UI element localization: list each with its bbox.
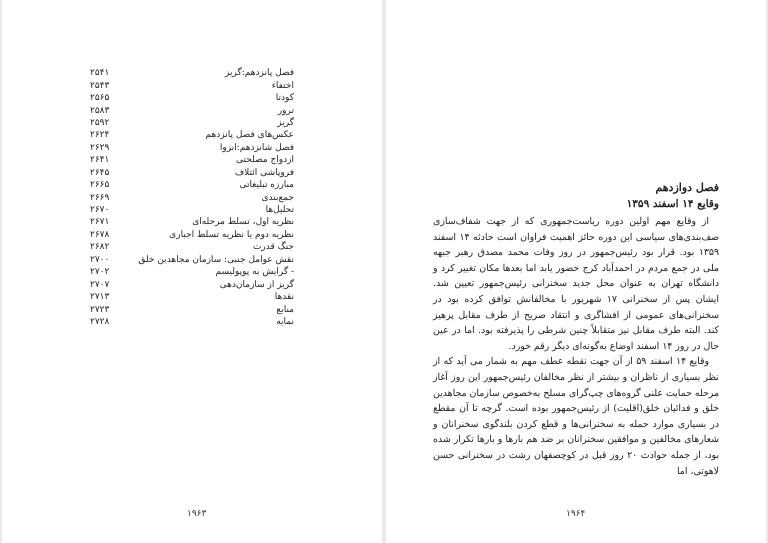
toc-entry-title: کودتا <box>275 93 294 104</box>
chapter-heading: فصل دوازدهم <box>655 181 719 194</box>
toc-entry-page: ۲۶۸۲ <box>90 242 110 253</box>
toc-entry-title: جنگ قدرت <box>252 242 294 253</box>
toc-entry-title: مبارزه تبلیغاتی <box>239 180 294 191</box>
toc-entry-page: ۲۶۲۹ <box>90 142 110 153</box>
toc-entry <box>90 191 294 203</box>
toc-entry-title: تحلیل‌ها <box>265 205 294 216</box>
toc-entry <box>90 79 294 91</box>
toc-entry <box>90 179 294 191</box>
toc-entry-page: ۲۵۸۳ <box>90 105 110 116</box>
toc-entry-title: فصل پانزدهم:گریز <box>225 68 294 79</box>
toc-entry <box>90 303 294 315</box>
chapter-content <box>433 180 719 479</box>
toc-entry-page: ۲۷۲۳ <box>90 304 110 315</box>
toc-entry <box>90 67 294 79</box>
toc-entry-title: فصل شانزدهم:انزوا <box>219 142 294 153</box>
toc-entry-page: ۲۶۷۰ <box>90 205 110 216</box>
toc-entry-page: ۲۵۴۱ <box>90 68 110 79</box>
toc-entry-title: نظریه اول، تسلط مرحله‌ای <box>192 217 294 228</box>
toc-entry <box>90 92 294 104</box>
toc-entry-page: ۲۷۰۷ <box>90 279 110 290</box>
toc-entry-page: ۲۶۶۹ <box>90 192 110 203</box>
toc-entry <box>90 316 294 328</box>
toc-entry <box>90 167 294 179</box>
toc-entry <box>90 142 294 154</box>
toc-entry <box>90 129 294 141</box>
toc-entry-title: جمع‌بندی <box>261 192 294 203</box>
paragraph: از وقایع مهم اولین دوره ریاست‌جمهوری که از جهت شفاف‌سازی صف‌بندی‌های سیاسی این دوره حائز اهمیت فراوان است حادثه ۱۴ اسفند ۱۳۵۹ بود. قرار بود رئیس‌جمهور در روز وفات محمد مصدق رهبر جبهه ملی در جمع مردم در احمدآباد کرج حضور یابد اما بعدها مکان تغییر کرد و دانشگاه تهران به عنوان محل جدید سخنرانی رئیس‌جمهور تعیین شد. ایشان پس از سخنرانی ۱۷ شهریور با مخالفانش توافق کرده بود در سخنرانی‌های عمومی از افشاگری و انتقاد صریح از طرف مقابل پرهیز کند. البته طرف مقابل نیز متقابلاً چنین شرطی را پذیرفته بود. اما در عین حال در روز ۱۴ اسفند اوضاع به‌گونه‌ای دیگر رقم خورد. <box>433 216 719 352</box>
toc-entry-title: - گرایش به پوپولیسم <box>215 267 294 278</box>
toc-entry-page: ۲۶۴۵ <box>90 167 110 178</box>
right-page <box>386 0 766 543</box>
toc-entry-title: فروپاشی ائتلاف <box>234 167 294 178</box>
toc-entry-page: ۲۶۷۸ <box>90 229 110 240</box>
toc-entry <box>90 241 294 253</box>
paragraph: وقایع ۱۴ اسفند ۵۹ از آن جهت نقطه عطف مهم به شمار می آید که از نظر بسیاری از ناظران و بیشتر از نظر مخالفان رئیس‌جمهور این روز آغاز مرحله حمایت علنی گروه‌های چپ‌گرای مسلح به‌خصوص سازمان مجاهدین خلق و فدائیان خلق(اقلیت) از رئیس‌جمهور بوده است. گرچه تا آن مقطع در بسیاری موارد حمله به سخنرانی‌ها و قطع کردن بلندگوی سخنرانان و شعارهای مخالفین و موافقین سخنرانان بر ضد هم بارها و بارها تکرار شده بود، از جمله حوادث ۲۰ روز قبل در کوچصفهان رشت در سخنرانی حسن لاهوتی، اما <box>433 356 720 477</box>
toc-entry <box>90 104 294 116</box>
toc-entry <box>90 291 294 303</box>
toc-entry-page: ۲۷۰۰ <box>90 254 110 265</box>
section-heading: وقایع ۱۴ اسفند ۱۳۵۹ <box>626 198 719 210</box>
toc-entry-page: ۲۵۴۳ <box>90 80 110 91</box>
page-number-left: ۱۹۶۳ <box>187 509 207 519</box>
toc-entry <box>90 204 294 216</box>
toc-entry <box>90 278 294 290</box>
toc-entry-title: گریز از سازمان‌دهی <box>219 279 294 290</box>
toc-entry-page: ۲۷۰۲ <box>90 267 110 278</box>
toc-entry-title: نظریه دوم یا نظریه تسلط اجباری <box>169 229 294 240</box>
toc-entry <box>90 229 294 241</box>
toc-entry-page: ۲۷۲۸ <box>90 316 110 327</box>
toc-entry-page: ۲۵۶۵ <box>90 93 110 104</box>
toc-entry-page: ۲۵۹۲ <box>90 117 110 128</box>
toc-entry-title: نقش عوامل جنبی: سازمان مجاهدین خلق <box>138 254 294 265</box>
toc-entry-title: نمایه <box>276 316 294 327</box>
left-page <box>2 0 382 543</box>
toc-entry <box>90 154 294 166</box>
toc-entry-page: ۲۷۱۳ <box>90 292 110 303</box>
toc-entry-title: اختفاء <box>271 80 294 91</box>
toc-entry-title: منابع <box>276 304 294 315</box>
toc-entry <box>90 216 294 228</box>
toc-entry-title: ترور <box>277 105 294 116</box>
toc-entry-title: عکس‌های فصل پانزدهم <box>205 130 294 141</box>
toc-entry-page: ۲۶۷۱ <box>90 217 110 228</box>
toc-entry-title: نقدها <box>274 292 294 303</box>
page-number-right: ۱۹۶۴ <box>566 509 586 519</box>
toc-entry-page: ۲۶۴۱ <box>90 155 110 166</box>
toc-entry <box>90 254 294 266</box>
toc-entry-page: ۲۶۶۵ <box>90 180 110 191</box>
toc-entry-page: ۲۶۲۴ <box>90 130 110 141</box>
toc-entry-title: ازدواج مصلحتی <box>235 155 294 166</box>
toc-entry <box>90 117 294 129</box>
toc-entry-title: گریز <box>277 117 294 128</box>
table-of-contents <box>90 67 294 328</box>
toc-entry <box>90 266 294 278</box>
